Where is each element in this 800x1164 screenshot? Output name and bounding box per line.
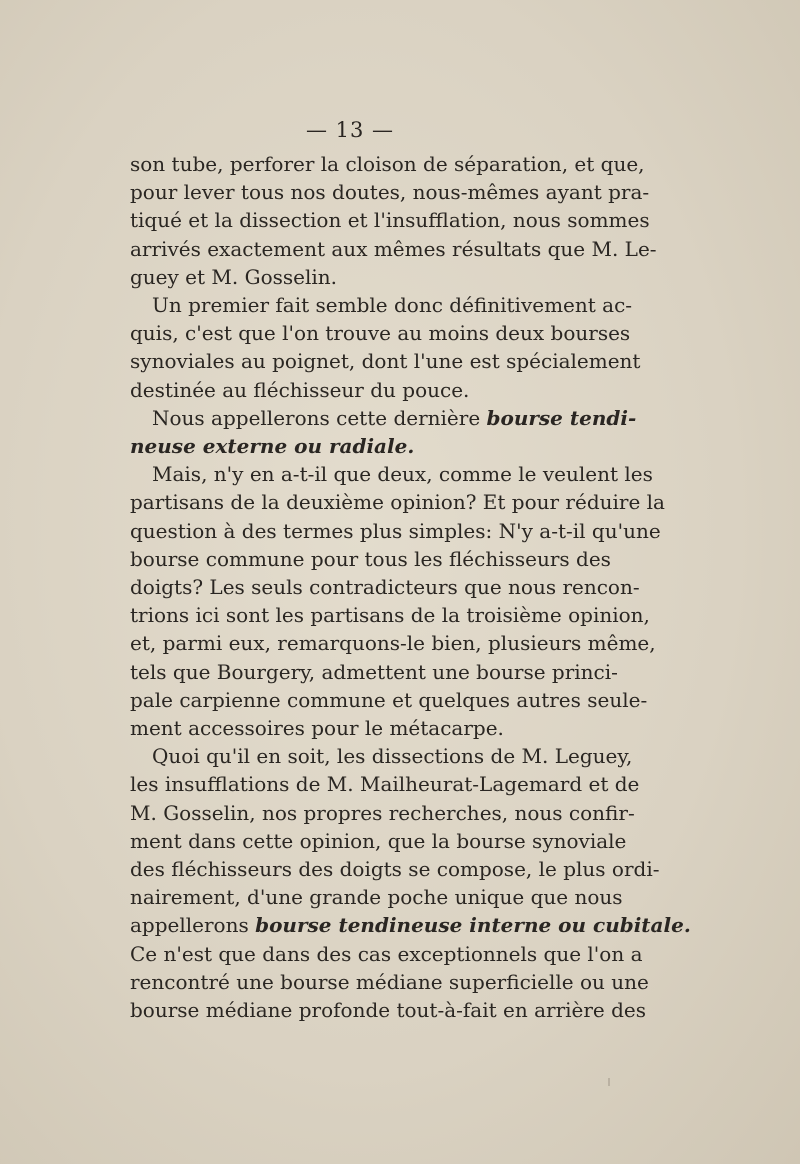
text-segment: destinée au fléchisseur du pouce.	[130, 377, 470, 402]
text-line	[130, 911, 691, 939]
text-segment: Mais, n'y en a-t-il que deux, comme le veulent les	[152, 462, 653, 487]
text-line	[130, 770, 640, 798]
text-segment: guey et M. Gosselin.	[130, 264, 338, 289]
text-segment: bourse médiane profonde tout-à-fait en arrière des	[130, 998, 647, 1023]
text-segment: Ce n'est que dans des cas exceptionnels que l'on a	[130, 941, 643, 966]
text-line	[130, 178, 650, 206]
text-segment: pale carpienne commune et quelques autres seule-	[130, 687, 648, 712]
text-line	[130, 488, 665, 516]
text-line	[130, 601, 650, 629]
text-line	[130, 573, 640, 601]
text-segment: synoviales au poignet, dont l'une est spécialement	[130, 349, 641, 374]
text-line	[130, 742, 633, 770]
text-line	[130, 968, 649, 996]
text-line	[130, 235, 657, 263]
text-segment: bourse commune pour tous les fléchisseurs des	[130, 546, 611, 571]
text-line	[130, 545, 611, 573]
text-line	[130, 347, 641, 375]
text-segment: rencontré une bourse médiane superficielle ou une	[130, 969, 649, 994]
text-segment: Quoi qu'il en soit, les dissections de M. Leguey,	[152, 744, 633, 769]
text-segment: ment accessoires pour le métacarpe.	[130, 716, 504, 741]
text-segment: quis, c'est que l'on trouve au moins deux bourses	[130, 321, 631, 346]
text-line	[130, 799, 635, 827]
text-segment: doigts? Les seuls contradicteurs que nous rencon-	[130, 575, 640, 600]
text-segment: Un premier fait semble donc définitivement ac-	[152, 293, 633, 318]
text-line	[130, 686, 648, 714]
text-segment: Nous appellerons cette dernière	[152, 405, 487, 430]
text-line	[130, 319, 631, 347]
paper-mark	[608, 1078, 610, 1086]
text-segment: son tube, perforer la cloison de séparation, et que,	[130, 152, 645, 176]
text-line	[130, 629, 656, 657]
page-number: — 13 —	[305, 118, 395, 142]
text-line	[130, 263, 568, 291]
text-segment: nairement, d'une grande poche unique que nous	[130, 885, 623, 910]
text-segment: appellerons	[130, 913, 256, 938]
text-segment: et, parmi eux, remarquons-le bien, plusieurs même,	[130, 631, 656, 656]
emphasized-term: bourse tendi-	[486, 405, 637, 430]
text-line	[130, 404, 637, 432]
text-line	[130, 206, 650, 234]
text-line	[130, 658, 618, 686]
emphasized-term: bourse tendineuse interne ou cubitale.	[255, 913, 691, 938]
text-line	[130, 376, 568, 404]
text-segment: question à des termes plus simples: N'y a-t-il qu'une	[130, 518, 661, 543]
text-segment: ment dans cette opinion, que la bourse synoviale	[130, 828, 627, 853]
text-line	[130, 996, 647, 1024]
text-line	[130, 460, 653, 488]
text-segment: les insufflations de M. Mailheurat-Lagemard et de	[130, 772, 640, 797]
text-line	[130, 827, 627, 855]
text-line	[130, 883, 623, 911]
text-line	[130, 517, 661, 545]
text-segment: tiqué et la dissection et l'insufflation, nous sommes	[130, 208, 650, 233]
body-text	[130, 150, 691, 1024]
text-segment: tels que Bourgery, admettent une bourse princi-	[130, 659, 618, 684]
text-segment: arrivés exactement aux mêmes résultats que M. Le-	[130, 236, 657, 261]
text-segment: pour lever tous nos doutes, nous-mêmes ayant pra-	[130, 180, 650, 205]
text-line	[130, 714, 568, 742]
text-segment: M. Gosselin, nos propres recherches, nous confir-	[130, 800, 635, 825]
text-line	[130, 291, 633, 319]
text-segment: des fléchisseurs des doigts se compose, le plus ordi-	[130, 857, 660, 882]
text-line	[130, 855, 660, 883]
text-line	[130, 150, 645, 178]
text-line	[130, 940, 643, 968]
text-segment: partisans de la deuxième opinion? Et pour réduire la	[130, 490, 665, 515]
text-line	[130, 432, 568, 460]
emphasized-term: neuse externe ou radiale.	[130, 434, 415, 459]
text-segment: trions ici sont les partisans de la troisième opinion,	[130, 603, 650, 628]
